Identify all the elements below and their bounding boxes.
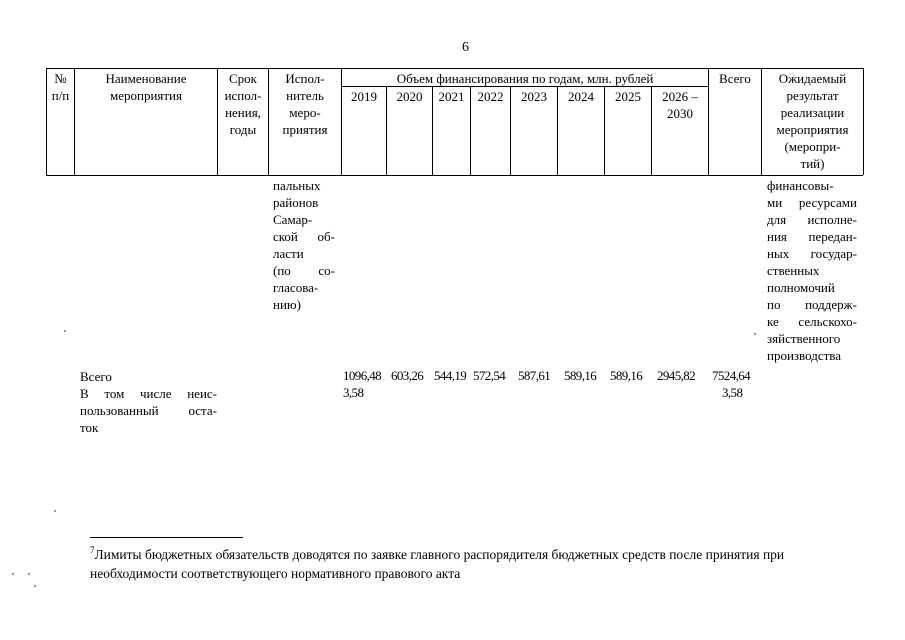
unused-total: 3,58 [722,385,743,400]
header-result-line4: мероприятия [776,122,849,137]
header-name-line1: Наименование [105,71,187,86]
footnote-separator [90,537,243,538]
header-name-line2: мероприятия [109,88,182,103]
result-cont-line5: ных государ- [767,246,857,261]
total-2019: 1096,48 [343,368,382,383]
total-2026-2030: 2945,82 [657,368,696,383]
scan-speck [34,585,36,587]
header-result-line5: (меропри- [784,139,841,154]
unused-label [80,385,217,436]
header-funding-title: Объем финансирования по годам, млн. рублей [396,71,654,86]
footnote-text: Лимиты бюджетных обязательств доводятся по заявке главного распорядителя бюджетных средств после принятия при необходимости соответствующего нормативного правового акта [90,547,785,581]
executor-cont-line3: Самар- [273,212,313,227]
result-cont-line4: ния передан- [767,229,857,244]
header-total: Всего [719,71,751,86]
totals-label: Всего [80,369,112,384]
result-cont-line7: полномочий [767,280,835,295]
header-result-line3: реализации [780,105,845,120]
header-year-2022: 2022 [477,89,504,104]
header-year-2024: 2024 [568,89,594,104]
header-year-2019: 2019 [351,89,377,104]
executor-cont-line6: (по со- [273,263,335,278]
total-2024: 589,16 [564,368,597,383]
executor-cont-line5: ласти [273,246,304,261]
header-term-line3: нения, [225,105,261,120]
header-result-line6: тий) [800,156,825,171]
header-result-line1: Ожидаемый [778,71,847,86]
total-2025: 589,16 [610,368,643,383]
executor-continuation [273,177,335,313]
result-cont-line2: ми ресурсами [767,195,857,210]
scan-speck [12,573,14,575]
unused-label-line1: В том числе неис- [80,386,217,401]
header-no-line1: № [54,71,67,86]
header-year-2023: 2023 [521,89,547,104]
header-term-line4: годы [229,122,257,137]
executor-cont-line8: нию) [273,297,301,312]
total-2022: 572,54 [473,368,506,383]
result-cont-line6: ственных [767,263,820,278]
result-cont-line9: ке сельскохо- [767,314,857,329]
unused-label-line2: пользованный оста- [80,403,217,418]
unused-label-line3: ток [80,420,99,435]
header-executor-line4: приятия [282,122,328,137]
header-result-line2: результат [786,88,839,103]
result-cont-line8: по поддерж- [767,297,857,312]
total-2023: 587,61 [518,368,551,383]
total-2020: 603,26 [391,368,424,383]
header-year-2025: 2025 [615,89,641,104]
total-all: 7524,64 [712,368,751,383]
scan-speck [64,330,66,332]
header-executor-line2: нитель [286,88,324,103]
scan-speck [54,510,56,512]
header-term-line2: испол- [224,88,262,103]
header-year-2026-line1: 2026 – [662,89,698,104]
page-number: 6 [462,40,469,55]
executor-cont-line1: пальных [273,178,321,193]
footnote-marker: 7 [90,545,95,555]
unused-2019: 3,58 [343,385,364,400]
footnote [90,541,860,583]
executor-cont-line4: ской об- [273,229,335,244]
executor-cont-line2: районов [273,195,319,210]
header-year-2020: 2020 [396,89,423,104]
total-2021: 544,19 [434,368,467,383]
result-cont-line1: финансовы- [767,178,834,193]
header-no-line2: п/п [51,88,70,103]
header-year-2026-line2: 2030 [667,106,693,121]
executor-cont-line7: гласова- [273,280,319,295]
header-executor-line1: Испол- [285,71,325,86]
scan-speck [28,573,30,575]
header-term-line1: Срок [229,71,257,86]
result-cont-line10: зяйственного [767,331,841,346]
header-executor-line3: меро- [289,105,321,120]
result-cont-line11: производства [767,348,842,363]
scan-speck [754,333,756,335]
result-continuation [767,177,857,364]
header-year-2021: 2021 [438,89,465,104]
result-cont-line3: для исполне- [767,212,857,227]
